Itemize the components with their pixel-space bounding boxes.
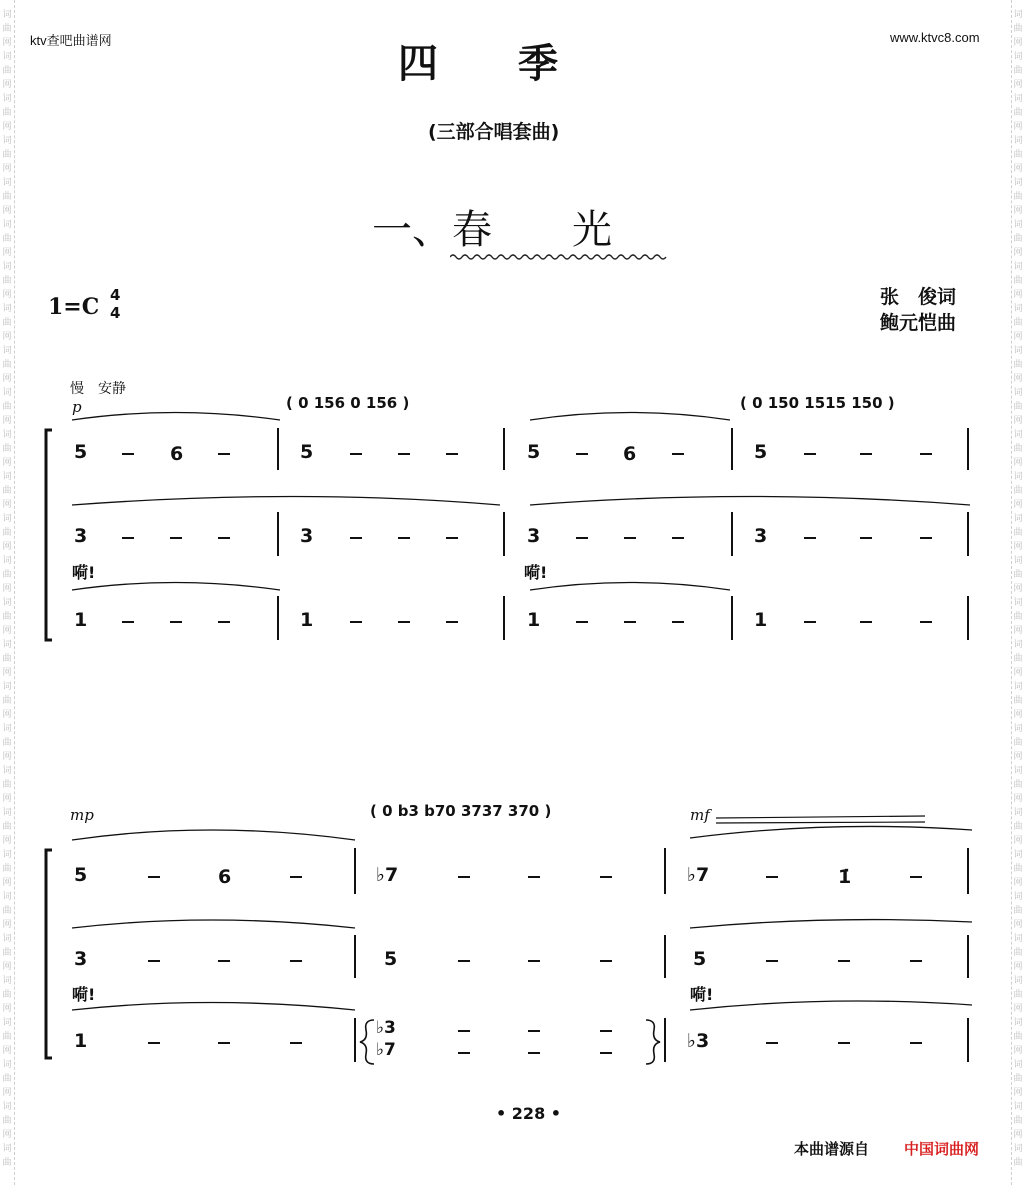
subtitle: (三部合唱套曲) xyxy=(428,121,560,143)
margin-watermark-char: 曲 xyxy=(2,948,12,958)
page-number: • 228 • xyxy=(496,1104,561,1123)
margin-watermark-char: 曲 xyxy=(1013,1116,1023,1126)
margin-watermark-char: 曲 xyxy=(1013,780,1023,790)
margin-watermark-char: 词 xyxy=(1013,178,1023,188)
margin-watermark-char: 曲 xyxy=(1013,1032,1023,1042)
margin-watermark-char: 词 xyxy=(2,1102,12,1112)
dynamic-mp: mp xyxy=(70,806,94,824)
margin-watermark-char: 词 xyxy=(1013,10,1023,20)
margin-watermark-char: 词 xyxy=(1013,430,1023,440)
margin-watermark-char: 词 xyxy=(1013,514,1023,524)
margin-watermark-char: 曲 xyxy=(2,906,12,916)
footer-source-label: 本曲谱源自 xyxy=(794,1140,870,1158)
margin-watermark-char: 曲 xyxy=(2,822,12,832)
dash xyxy=(290,1042,302,1044)
margin-watermark-char: 词 xyxy=(2,850,12,860)
margin-watermark-char: 曲 xyxy=(2,1116,12,1126)
lyric: 嗬! xyxy=(72,985,96,1004)
note: 5 xyxy=(74,441,88,463)
note: 5 xyxy=(384,948,398,970)
dash xyxy=(458,1052,470,1054)
margin-watermark-char: 网 xyxy=(1013,794,1023,804)
margin-watermark-char: 曲 xyxy=(1013,696,1023,706)
margin-watermark-char: 曲 xyxy=(1013,24,1023,34)
margin-watermark-char: 曲 xyxy=(1013,612,1023,622)
margin-watermark-char: 词 xyxy=(1013,304,1023,314)
footer-source-site[interactable]: 中国词曲网 xyxy=(904,1140,980,1158)
margin-watermark-char: 网 xyxy=(2,458,12,468)
dynamic-mf: mf xyxy=(690,806,710,824)
margin-watermark-char: 词 xyxy=(2,346,12,356)
margin-watermark-char: 曲 xyxy=(2,990,12,1000)
dash xyxy=(528,1052,540,1054)
margin-watermark-char: 网 xyxy=(2,1130,12,1140)
margin-watermark-char: 网 xyxy=(1013,752,1023,762)
note: ♭7 xyxy=(376,864,399,886)
margin-watermark-char: 曲 xyxy=(2,696,12,706)
key-signature: 1=C xyxy=(48,294,100,320)
margin-watermark-char: 曲 xyxy=(1013,864,1023,874)
margin-watermark-char: 网 xyxy=(2,1004,12,1014)
margin-watermark-char: 词 xyxy=(1013,556,1023,566)
margin-watermark-char: 网 xyxy=(1013,80,1023,90)
margin-watermark-char: 词 xyxy=(2,766,12,776)
lyricist-credit: 张 俊词 xyxy=(880,286,957,308)
margin-watermark-char: 网 xyxy=(2,80,12,90)
lyric: 嗬! xyxy=(690,985,714,1004)
margin-watermark-char: 曲 xyxy=(2,318,12,328)
note: 1 xyxy=(74,609,88,631)
margin-watermark-char: 曲 xyxy=(2,528,12,538)
interlude-2: ( 0 150 1515 150 ) xyxy=(740,394,895,412)
margin-watermark-char: 网 xyxy=(1013,500,1023,510)
margin-watermark-char: 曲 xyxy=(2,360,12,370)
note: 1 xyxy=(74,1030,88,1052)
note: 1̇ xyxy=(838,866,852,888)
margin-watermark-char: 词 xyxy=(1013,1102,1023,1112)
dash xyxy=(148,960,160,962)
margin-watermark-char: 词 xyxy=(1013,892,1023,902)
dash xyxy=(838,1042,850,1044)
margin-watermark-char: 词 xyxy=(2,976,12,986)
note: 3 xyxy=(74,525,88,547)
margin-watermark-char: 词 xyxy=(2,472,12,482)
margin-watermark-char: 词 xyxy=(2,514,12,524)
margin-watermark-char: 网 xyxy=(2,752,12,762)
note: 3 xyxy=(300,525,314,547)
margin-watermark-char: 曲 xyxy=(2,276,12,286)
margin-watermark-char: 词 xyxy=(2,1018,12,1028)
margin-watermark-char: 网 xyxy=(1013,878,1023,888)
note: 3 xyxy=(754,525,768,547)
margin-watermark-char: 词 xyxy=(2,808,12,818)
composer-credit: 鲍元恺曲 xyxy=(880,312,957,334)
margin-watermark-char: 网 xyxy=(2,290,12,300)
margin-watermark-char: 曲 xyxy=(1013,318,1023,328)
margin-watermark-char: 词 xyxy=(1013,94,1023,104)
margin-watermark-char: 网 xyxy=(2,584,12,594)
margin-watermark-char: 曲 xyxy=(1013,66,1023,76)
time-top: 4 xyxy=(110,286,121,304)
margin-watermark-char: 词 xyxy=(1013,1144,1023,1154)
margin-watermark-char: 词 xyxy=(1013,976,1023,986)
note: 1 xyxy=(527,609,541,631)
dash xyxy=(766,876,778,878)
margin-watermark-char: 网 xyxy=(1013,458,1023,468)
lyric: 嗬! xyxy=(524,563,548,582)
margin-watermark-char: 词 xyxy=(2,598,12,608)
dash xyxy=(290,876,302,878)
margin-watermark-char: 网 xyxy=(1013,962,1023,972)
note: 6 xyxy=(218,866,232,888)
note: 1 xyxy=(300,609,314,631)
margin-watermark-char: 曲 xyxy=(2,1158,12,1168)
margin-watermark-char: 词 xyxy=(1013,388,1023,398)
dash xyxy=(528,876,540,878)
margin-watermark-char: 词 xyxy=(2,1144,12,1154)
chord-note: ♭3 xyxy=(376,1018,396,1038)
margin-watermark-char: 网 xyxy=(2,1046,12,1056)
margin-watermark-char: 网 xyxy=(1013,920,1023,930)
watermark-right-site: www.ktvc8.com xyxy=(890,30,980,45)
margin-watermark-char: 词 xyxy=(2,1060,12,1070)
margin-watermark-char: 曲 xyxy=(2,1032,12,1042)
dash xyxy=(458,1030,470,1032)
time-bottom: 4 xyxy=(110,304,121,322)
margin-watermark-char: 网 xyxy=(2,38,12,48)
margin-watermark-char: 网 xyxy=(1013,1088,1023,1098)
note: 3 xyxy=(527,525,541,547)
margin-watermark-char: 曲 xyxy=(1013,402,1023,412)
dash xyxy=(600,876,612,878)
dash xyxy=(528,1030,540,1032)
margin-watermark-char: 曲 xyxy=(1013,486,1023,496)
margin-watermark-char: 词 xyxy=(2,136,12,146)
margin-watermark-char: 曲 xyxy=(2,234,12,244)
margin-watermark-char: 词 xyxy=(1013,52,1023,62)
margin-watermark-char: 词 xyxy=(1013,682,1023,692)
margin-watermark-char: 网 xyxy=(1013,38,1023,48)
dash xyxy=(148,876,160,878)
watermark-left-site: ktv查吧曲谱网 xyxy=(30,33,112,48)
dash xyxy=(910,876,922,878)
dash xyxy=(766,1042,778,1044)
margin-watermark-char: 曲 xyxy=(1013,234,1023,244)
note: 5 xyxy=(527,441,541,463)
note: 5 xyxy=(300,441,314,463)
page-title: 四 季 xyxy=(398,41,558,87)
margin-watermark-char: 曲 xyxy=(2,150,12,160)
margin-watermark-char: 网 xyxy=(2,416,12,426)
margin-watermark-char: 曲 xyxy=(2,864,12,874)
margin-watermark-char: 词 xyxy=(2,556,12,566)
margin-watermark-char: 曲 xyxy=(2,486,12,496)
margin-watermark-char: 曲 xyxy=(2,1074,12,1084)
dash xyxy=(148,1042,160,1044)
margin-watermark-char: 词 xyxy=(2,934,12,944)
margin-watermark-char: 曲 xyxy=(1013,108,1023,118)
margin-watermark-char: 网 xyxy=(2,542,12,552)
margin-watermark-char: 网 xyxy=(2,710,12,720)
margin-watermark-char: 网 xyxy=(1013,332,1023,342)
tempo-marking: 慢 安静 xyxy=(70,381,126,397)
margin-watermark-char: 网 xyxy=(2,248,12,258)
margin-watermark-char: 词 xyxy=(1013,472,1023,482)
margin-watermark-char: 网 xyxy=(1013,1004,1023,1014)
margin-watermark-char: 词 xyxy=(2,220,12,230)
margin-watermark-char: 词 xyxy=(2,388,12,398)
dash xyxy=(290,960,302,962)
margin-watermark-char: 词 xyxy=(1013,808,1023,818)
margin-watermark-char: 曲 xyxy=(1013,906,1023,916)
chord-note: ♭7 xyxy=(376,1040,396,1060)
dash xyxy=(218,960,230,962)
dash xyxy=(766,960,778,962)
margin-watermark-char: 曲 xyxy=(2,654,12,664)
interlude-1: ( 0 156 0 156 ) xyxy=(286,394,410,412)
margin-watermark-char: 曲 xyxy=(1013,444,1023,454)
margin-watermark-char: 词 xyxy=(2,178,12,188)
note: 6 xyxy=(170,443,184,465)
margin-watermark-char: 词 xyxy=(2,262,12,272)
margin-watermark-char: 词 xyxy=(2,52,12,62)
margin-watermark-char: 网 xyxy=(1013,374,1023,384)
margin-watermark-char: 曲 xyxy=(2,66,12,76)
margin-watermark-char: 词 xyxy=(2,430,12,440)
margin-watermark-char: 词 xyxy=(1013,640,1023,650)
margin-watermark-char: 词 xyxy=(1013,262,1023,272)
note: ♭7 xyxy=(687,864,710,886)
interlude-3: ( 0 b3 b70 3737 370 ) xyxy=(370,802,552,820)
margin-watermark-char: 词 xyxy=(1013,1018,1023,1028)
margin-watermark-char: 网 xyxy=(1013,836,1023,846)
margin-watermark-char: 网 xyxy=(1013,248,1023,258)
margin-watermark-char: 网 xyxy=(1013,668,1023,678)
margin-watermark-char: 网 xyxy=(1013,206,1023,216)
dash xyxy=(600,1052,612,1054)
margin-watermark-char: 曲 xyxy=(1013,738,1023,748)
margin-watermark-char: 曲 xyxy=(2,402,12,412)
margin-watermark-char: 网 xyxy=(2,164,12,174)
margin-watermark-char: 曲 xyxy=(1013,654,1023,664)
margin-watermark-char: 曲 xyxy=(1013,528,1023,538)
margin-watermark-char: 词 xyxy=(1013,346,1023,356)
margin-watermark-char: 词 xyxy=(1013,766,1023,776)
margin-watermark-char: 网 xyxy=(2,122,12,132)
margin-watermark-char: 词 xyxy=(2,724,12,734)
margin-watermark-char: 网 xyxy=(2,500,12,510)
margin-watermark-char: 词 xyxy=(1013,934,1023,944)
note: 5 xyxy=(74,864,88,886)
margin-watermark-char: 网 xyxy=(2,920,12,930)
margin-watermark-char: 曲 xyxy=(1013,990,1023,1000)
margin-watermark-char: 曲 xyxy=(2,738,12,748)
margin-watermark-char: 词 xyxy=(1013,598,1023,608)
margin-watermark-char: 网 xyxy=(2,374,12,384)
dash xyxy=(458,960,470,962)
margin-watermark-char: 网 xyxy=(1013,1046,1023,1056)
dynamic-p: p xyxy=(72,398,82,416)
margin-watermark-char: 网 xyxy=(1013,122,1023,132)
margin-watermark-char: 曲 xyxy=(2,780,12,790)
dash xyxy=(528,960,540,962)
margin-watermark-char: 网 xyxy=(2,332,12,342)
margin-watermark-char: 词 xyxy=(2,892,12,902)
margin-watermark-char: 曲 xyxy=(1013,276,1023,286)
margin-watermark-char: 曲 xyxy=(1013,150,1023,160)
margin-watermark-char: 曲 xyxy=(1013,360,1023,370)
margin-watermark-char: 网 xyxy=(2,962,12,972)
margin-watermark-char: 词 xyxy=(1013,1060,1023,1070)
margin-watermark-char: 网 xyxy=(2,206,12,216)
margin-watermark-char: 网 xyxy=(1013,584,1023,594)
margin-watermark-char: 词 xyxy=(1013,136,1023,146)
margin-watermark-char: 曲 xyxy=(1013,948,1023,958)
margin-watermark-char: 网 xyxy=(1013,290,1023,300)
dash xyxy=(838,960,850,962)
margin-watermark-char: 曲 xyxy=(1013,822,1023,832)
margin-watermark-char: 曲 xyxy=(1013,570,1023,580)
margin-watermark-char: 网 xyxy=(1013,626,1023,636)
margin-watermark-char: 曲 xyxy=(2,192,12,202)
margin-watermark-char: 网 xyxy=(2,794,12,804)
lyric: 嗬! xyxy=(72,563,96,582)
margin-watermark-char: 曲 xyxy=(2,24,12,34)
margin-watermark-char: 曲 xyxy=(1013,1158,1023,1168)
margin-watermark-char: 网 xyxy=(1013,710,1023,720)
margin-watermark-char: 词 xyxy=(1013,220,1023,230)
movement-title: 一、春 光 xyxy=(372,207,612,253)
margin-watermark-char: 词 xyxy=(1013,724,1023,734)
margin-watermark-char: 曲 xyxy=(1013,1074,1023,1084)
margin-watermark-char: 网 xyxy=(1013,1130,1023,1140)
margin-watermark-char: 词 xyxy=(2,640,12,650)
margin-watermark-char: 词 xyxy=(1013,850,1023,860)
margin-watermark-char: 网 xyxy=(1013,542,1023,552)
note: 5 xyxy=(693,948,707,970)
dash xyxy=(600,1030,612,1032)
margin-watermark-char: 词 xyxy=(2,10,12,20)
margin-watermark-char: 曲 xyxy=(2,612,12,622)
dash xyxy=(600,960,612,962)
margin-watermark-char: 网 xyxy=(1013,416,1023,426)
note: ♭3 xyxy=(687,1030,710,1052)
margin-watermark-char: 曲 xyxy=(2,444,12,454)
dash xyxy=(218,1042,230,1044)
dash xyxy=(910,1042,922,1044)
margin-watermark-char: 网 xyxy=(2,878,12,888)
margin-watermark-char: 词 xyxy=(2,94,12,104)
margin-watermark-char: 网 xyxy=(1013,164,1023,174)
margin-watermark-char: 网 xyxy=(2,668,12,678)
note: 5 xyxy=(754,441,768,463)
margin-watermark-char: 网 xyxy=(2,1088,12,1098)
margin-watermark-char: 网 xyxy=(2,836,12,846)
margin-watermark-char: 曲 xyxy=(1013,192,1023,202)
dash xyxy=(910,960,922,962)
note: 3 xyxy=(74,948,88,970)
margin-watermark-char: 曲 xyxy=(2,570,12,580)
margin-watermark-char: 曲 xyxy=(2,108,12,118)
margin-watermark-char: 网 xyxy=(2,626,12,636)
note: 1 xyxy=(754,609,768,631)
margin-watermark-char: 词 xyxy=(2,304,12,314)
margin-watermark-char: 词 xyxy=(2,682,12,692)
note: 6 xyxy=(623,443,637,465)
dash xyxy=(458,876,470,878)
